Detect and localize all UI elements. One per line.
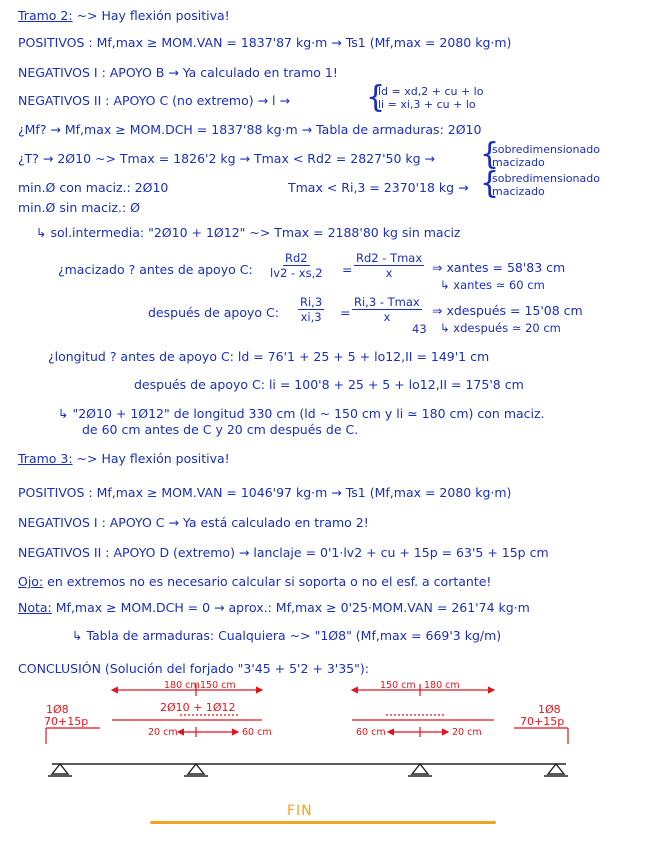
tramo2-cortante: ¿T? → 2Ø10 ~> Tmax = 1826'2 kg → Tmax < Rd2 = 2827'50 kg → [18,151,436,166]
ld-li-equations [378,85,483,111]
solucion-intermedia: ↳ sol.intermedia: "2Ø10 + 1Ø12" ~> Tmax = 2188'80 kg sin maciz [36,225,461,240]
maciz-label-r2: 20 cm [452,727,482,738]
tramo2-positivos: POSITIVOS : Mf,max ≥ MOM.VAN = 1837'87 kg·m → Ts1 (Mf,max = 2080 kg·m) [18,35,512,50]
fraction-1-num: Rd2 [284,251,308,265]
x-despues: ⇒ xdespués = 15'08 cm [432,303,583,318]
fin-label: FIN [287,803,313,819]
dim-label-b: 150 cm [200,680,236,691]
dim-label-d: 180 cm [424,680,460,691]
brace-symbol: { [480,137,500,172]
tramo2-conclusion-1: ↳ "2Ø10 + 1Ø12" de longitud 330 cm (ld ~ 150 cm y li ≃ 180 cm) con maciz. [58,406,545,421]
sobredim-2-a: sobredimensionado [492,172,600,185]
tramo2-cortante-2: Tmax < Ri,3 = 2370'18 kg → [288,180,469,195]
min-sin-maciz: min.Ø sin maciz.: Ø [18,200,140,215]
fraction-4-den: x [383,310,391,324]
brace-symbol: { [480,166,500,201]
fraction-3-num: Ri,3 [300,295,323,309]
fraction-1 [268,251,325,280]
fraction-4-num: Ri,3 - Tmax [354,295,420,309]
right-bar-bottom: 70+15p [520,715,565,728]
fraction-4 [352,295,422,324]
tramo3-negativos-2: NEGATIVOS II : APOYO D (extremo) → lanclaje = 0'1·lv2 + cu + 15p = 63'5 + 15p cm [18,545,549,560]
fraction-2-den: x [385,266,393,280]
tramo2-mf: ¿Mf? → Mf,max ≥ MOM.DCH = 1837'88 kg·m → Tabla de armaduras: 2Ø10 [18,122,482,137]
fraction-2 [354,251,424,280]
left-bar-top: 1Ø8 [46,703,69,716]
forjado-diagram [0,676,646,786]
tramo2-title-rest: ~> Hay flexión positiva! [76,8,230,23]
ld-equation: ld = xd,2 + cu + lo [378,85,484,98]
sobredim-1-a: sobredimensionado [492,143,600,156]
x-despues-rounded: ↳ xdespués ≃ 20 cm [440,321,561,335]
support-d [544,764,568,776]
min-con-maciz: min.Ø con maciz.: 2Ø10 [18,180,169,195]
maciz-label-l2: 60 cm [242,727,272,738]
note-43: 43 [412,322,427,336]
sobredim-2-b: macizado [492,185,545,198]
dim-label-a: 180 cm [164,680,200,691]
macizado-question: ¿macizado ? antes de apoyo C: [58,262,253,277]
maciz-label-r1: 60 cm [356,727,386,738]
longitud-antes: ¿longitud ? antes de apoyo C: ld = 76'1 + 25 + 5 + lo12,II = 149'1 cm [48,349,490,364]
sobredim-1 [492,143,600,169]
fraction-2-num: Rd2 - Tmax [356,251,423,265]
x-antes: ⇒ xantes = 58'83 cm [432,260,566,275]
tramo3-title: Tramo 3: [18,451,73,466]
nota-note [18,600,530,615]
equals-sign: = [340,305,351,320]
despues-apoyo: después de apoyo C: [148,305,279,320]
support-c [408,764,432,776]
tabla-armaduras: ↳ Tabla de armaduras: Cualquiera ~> "1Ø8" (Mf,max = 669'3 kg/m) [72,628,502,643]
nota-label: Nota: [18,600,52,615]
li-equation: li = xi,3 + cu + lo [378,98,476,111]
tramo3-positivos: POSITIVOS : Mf,max ≥ MOM.VAN = 1046'97 kg·m → Ts1 (Mf,max = 2080 kg·m) [18,485,512,500]
fraction-3 [298,295,324,324]
right-bar-top: 1Ø8 [538,703,561,716]
left-bar-bottom: 70+15p [44,715,89,728]
tramo2-negativos-2: NEGATIVOS II : APOYO C (no extremo) → l → [18,93,290,108]
tramo2-title: Tramo 2: [18,8,73,23]
tramo2-negativos-1: NEGATIVOS I : APOYO B → Ya calculado en tramo 1! [18,65,338,80]
equals-sign: = [342,262,353,277]
fin-underline [150,821,496,824]
support-b [184,764,208,776]
longitud-despues: después de apoyo C: li = 100'8 + 25 + 5 + lo12,II = 175'8 cm [134,377,524,392]
brace-symbol: { [366,80,386,115]
ojo-label: Ojo: [18,574,44,589]
tramo3-negativos-1: NEGATIVOS I : APOYO C → Ya está calculado en tramo 2! [18,515,369,530]
fraction-3-den: xi,3 [300,310,322,324]
tramo3-title-rest: ~> Hay flexión positiva! [76,451,230,466]
tramo2-heading [18,8,230,23]
dim-label-c: 150 cm [380,680,416,691]
tramo3-heading [18,451,230,466]
sobredim-2 [492,172,600,198]
ojo-text: en extremos no es necesario calcular si soporta o no el esf. a cortante! [47,574,492,589]
x-antes-rounded: ↳ xantes ≃ 60 cm [440,278,545,292]
nota-text: Mf,max ≥ MOM.DCH = 0 → aprox.: Mf,max ≥ 0'25·MOM.VAN = 261'74 kg·m [55,600,530,615]
ojo-note [18,574,491,589]
fraction-1-den: lv2 - xs,2 [270,266,323,280]
support-a [48,764,72,776]
conclusion-title: CONCLUSIÓN (Solución del forjado "3'45 + 5'2 + 3'35"): [18,661,369,676]
tramo2-conclusion-2: de 60 cm antes de C y 20 cm después de C. [82,422,359,437]
bar-label: 2Ø10 + 1Ø12 [160,701,236,714]
maciz-label-l1: 20 cm [148,727,178,738]
sobredim-1-b: macizado [492,156,545,169]
